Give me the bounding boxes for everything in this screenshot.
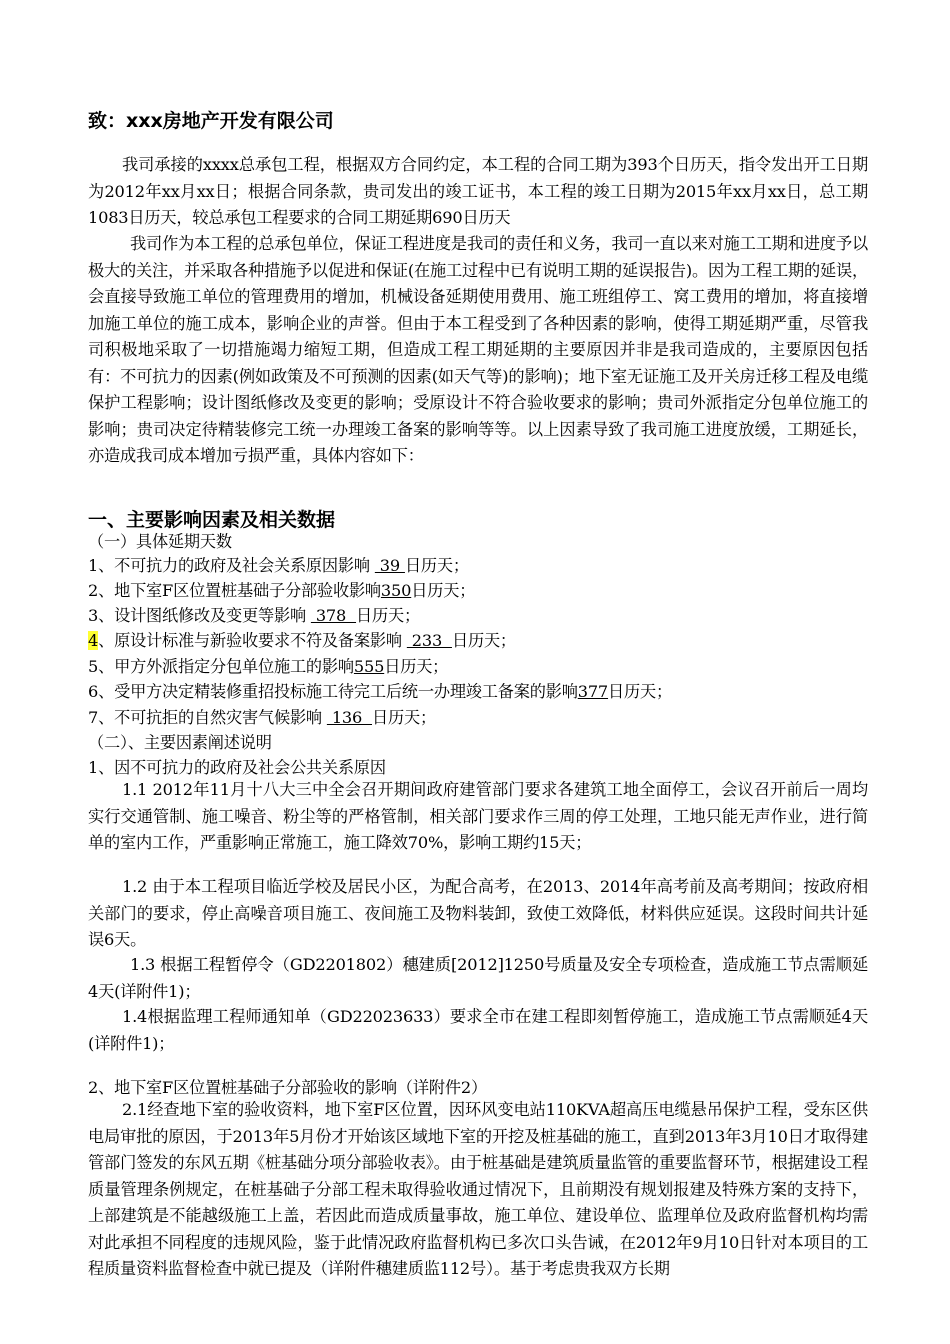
cause-2-title: 2、地下室F区位置桩基础子分部验收的影响（详附件2） — [88, 1078, 487, 1097]
delay-item-days: 136 — [326, 708, 373, 727]
delay-item-unit: 日历天； — [372, 708, 436, 727]
subheading-explanation: （二）、主要因素阐述说明 — [88, 733, 272, 752]
cause-1-title: 1、因不可抗力的政府及社会公共关系原因 — [88, 758, 386, 777]
intro-paragraph-2: 我司作为本工程的总承包单位，保证工程进度是我司的责任和义务，我司一直以来对施工工期和进度予以极大的关注，并采取各种措施予以促进和保证(在施工过程中已有说明工期的延误报告)。因为工程工期的延误，会直接导致施工单位的管理费用的增加，机械设备延期使用费用、施工班组停工、窝工费用的增加，将直接增加施工单位的施工成本，影响企业的声誉。但由于本工程受到了各种因素的影响，使得工期延期严重，尽管我司积极地采取了一切措施竭力缩短工期，但造成工程工期延期的主要原因并非是我司造成的，主要原因包括有：不可抗力的因素(例如政策及不可预测的因素(如天气等)的影响)；地下室无证施工及开关房迁移工程及电缆保护工程影响；设计图纸修改及变更的影响；受原设计不符合验收要求的影响；贵司外派指定分包单位施工的影响；贵司决定待精装修完工统一办理竣工备案的影响等等。以上因素导致了我司施工进度放缓，工期延长，亦造成我司成本增加亏损严重，具体内容如下： — [88, 234, 868, 465]
delay-item-unit: 日历天； — [608, 682, 672, 701]
cause-2-point-1: 2.1经查地下室的验收资料，地下室F区位置，因环风变电站110KVA超高压电缆悬吊保护工程，受东区供电局审批的原因，于2013年5月份才开始该区域地下室的开挖及桩基础的施工，直到2013年3月10日才取得建管部门签发的东风五期《桩基础分项分部验收表》。由于桩基础是建筑质量监管的重要监督环节，根据建设工程质量管理条例规定，在桩基础子分部工程未取得验收通过情况下，且前期没有规划报建及特殊方案的支持下，上部建筑是不能越级施工上盖，若因此而造成质量事故，施工单位、建设单位、监理单位及政府监督机构均需对此承担不同程度的违规风险，鉴于此情况政府监督机构已多次口头告诫，在2012年9月10日针对本项目的工程质量资料监督检查中就已提及（详附件穗建质监112号）。基于考虑贵我双方长期 — [88, 1100, 868, 1278]
delay-item-text: 2、地下室F区位置桩基础子分部验收影响 — [88, 581, 381, 600]
delay-item-days: 378 — [310, 606, 357, 625]
cause-1-point-2: 1.2 由于本工程项目临近学校及居民小区，为配合高考，在2013、2014年高考前及高考期间；按政府相关部门的要求，停止高噪音项目施工、夜间施工及物料装卸，致使工效降低，材料供应延误。这段时间共计延误6天。 — [88, 877, 868, 949]
delay-item-days: 39 — [374, 556, 405, 575]
delay-item-text: 7、不可抗拒的自然灾害气候影响 — [88, 708, 327, 727]
delay-item-text: 5、甲方外派指定分包单位施工的影响 — [88, 657, 354, 676]
delay-item-7 — [88, 706, 436, 730]
delay-item-5 — [88, 655, 448, 679]
subheading-delay-days: （一）具体延期天数 — [88, 532, 232, 551]
delay-item-text: 6、受甲方决定精装修重招投标施工待完工后统一办理竣工备案的影响 — [88, 682, 578, 701]
delay-item-text: 1、不可抗力的政府及社会关系原因影响 — [88, 556, 375, 575]
cause-1-point-1: 1.1 2012年11月十八大三中全会召开期间政府建管部门要求各建筑工地全面停工，会议召开前后一周均实行交通管制、施工噪音、粉尘等的严格管制，相关部门要求作三周的停工处理，工地只能无声作业，进行简单的室内工作，严重影响正常施工，施工降效70%，影响工期约15天； — [88, 780, 868, 852]
highlighted-number: 4 — [88, 631, 99, 650]
delay-item-unit: 日历天； — [411, 581, 476, 600]
delay-item-days: 377 — [577, 682, 609, 701]
delay-item-days: 233 — [406, 631, 452, 650]
delay-item-days: 555 — [353, 657, 385, 676]
delay-item-days: 350 — [380, 581, 412, 600]
delay-item-3 — [88, 604, 420, 628]
section-heading: 一、主要影响因素及相关数据 — [88, 509, 336, 531]
delay-item-4 — [88, 629, 516, 653]
delay-item-text: 3、设计图纸修改及变更等影响 — [88, 606, 311, 625]
delay-item-2 — [88, 579, 475, 603]
delay-item-unit: 日历天； — [404, 556, 469, 575]
intro-paragraph-1: 我司承接的xxxx总承包工程，根据双方合同约定，本工程的合同工期为393个日历天，指令发出开工日期为2012年xx月xx日；根据合同条款，贵司发出的竣工证书，本工程的竣工日期为2015年xx月xx日，总工期1083日历天，较总承包工程要求的合同工期延期690日历天 — [88, 155, 868, 227]
delay-item-6 — [88, 680, 672, 704]
recipient-heading: 致：xxx房地产开发有限公司 — [88, 110, 334, 132]
cause-1-point-4: 1.4根据监理工程师通知单（GD22023633）要求全市在建工程即刻暂停施工，造成施工节点需顺延4天(详附件1)； — [88, 1007, 868, 1053]
delay-item-text: 、原设计标准与新验收要求不符及备案影响 — [98, 631, 407, 650]
delay-item-unit: 日历天； — [384, 657, 449, 676]
cause-1-point-3: 1.3 根据工程暂停令（GD2201802）穗建质[2012]1250号质量及安全专项检查，造成施工节点需顺延4天(详附件1)； — [88, 955, 868, 1001]
delay-item-unit: 日历天； — [356, 606, 420, 625]
delay-item-unit: 日历天； — [451, 631, 516, 650]
delay-item-1 — [88, 554, 469, 578]
